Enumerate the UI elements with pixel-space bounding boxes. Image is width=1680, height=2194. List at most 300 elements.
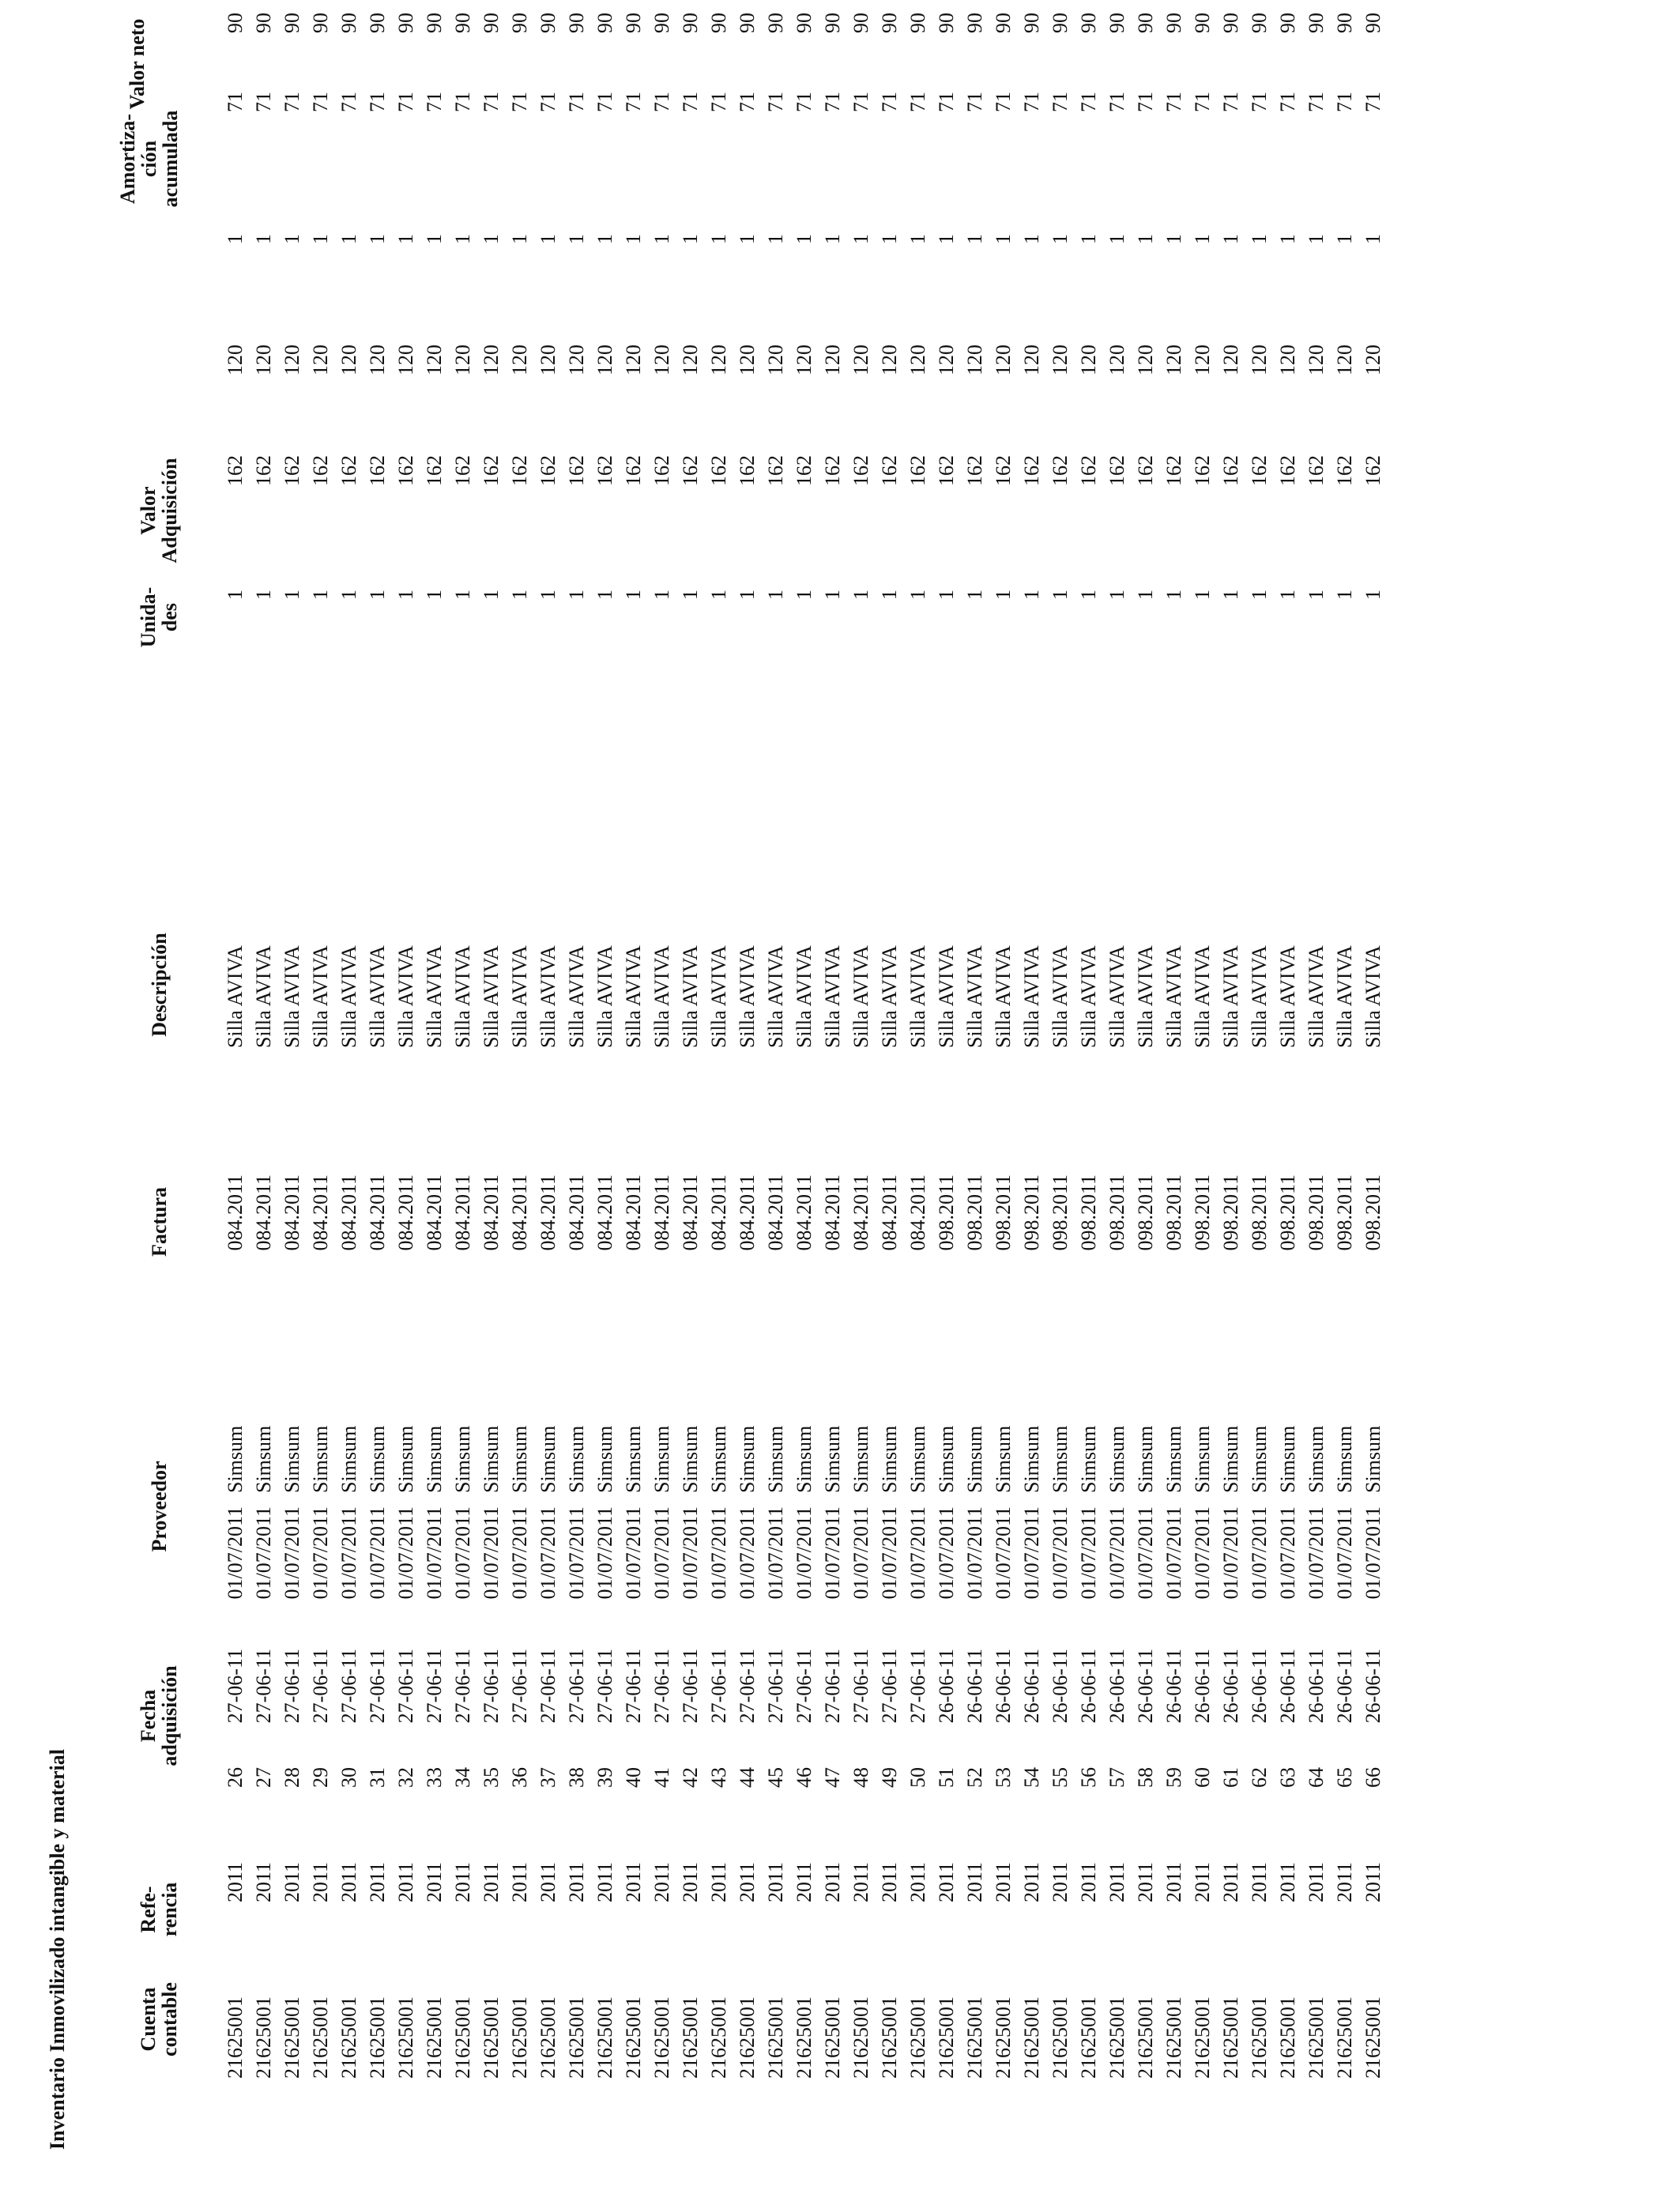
cell-fecha-alta: 01/07/2011 [480, 1506, 503, 1600]
cell-factura: 084.2011 [764, 1174, 787, 1251]
cell-factura: 098.2011 [1276, 1174, 1299, 1251]
cell-amort-unid: 1 [1248, 234, 1271, 244]
table-row [876, 0, 904, 2194]
cell-descripcion: Silla AVIVA [878, 945, 901, 1048]
cell-unidades: 1 [906, 590, 929, 600]
cell-numero: 27 [252, 1767, 275, 1788]
cell-valor-2: 120 [337, 345, 360, 375]
header-factura: Factura [148, 1186, 171, 1257]
cell-factura: 084.2011 [252, 1174, 275, 1251]
table-row [1132, 0, 1160, 2194]
cell-valor-2: 120 [1134, 345, 1157, 375]
cell-fecha-alta: 01/07/2011 [650, 1506, 673, 1600]
cell-descripcion: Silla AVIVA [650, 945, 673, 1048]
cell-unidades: 1 [1020, 590, 1043, 600]
cell-cuenta: 21625001 [1248, 1996, 1271, 2079]
cell-fecha: 27-06-11 [565, 1649, 588, 1724]
cell-amort-unid: 1 [935, 234, 958, 244]
table-row [904, 0, 932, 2194]
cell-valor-adq: 162 [224, 455, 247, 486]
header-valor-neto: Valor neto [126, 18, 149, 110]
cell-valor-adq: 162 [537, 455, 559, 486]
cell-referencia: 2011 [992, 1862, 1015, 1903]
cell-valor-adq: 162 [1020, 455, 1043, 486]
cell-valor-adq: 162 [1106, 455, 1128, 486]
cell-amortizacion: 71 [281, 92, 303, 112]
cell-valor-adq: 162 [281, 455, 303, 486]
cell-fecha: 27-06-11 [480, 1649, 503, 1724]
cell-valor-neto: 90 [281, 13, 303, 33]
cell-numero: 53 [992, 1767, 1015, 1788]
cell-amortizacion: 71 [366, 92, 389, 112]
cell-descripcion: Silla AVIVA [1333, 945, 1356, 1048]
cell-amortizacion: 71 [707, 92, 730, 112]
cell-amort-unid: 1 [337, 234, 360, 244]
cell-fecha-alta: 01/07/2011 [593, 1506, 616, 1600]
cell-amortizacion: 71 [878, 92, 901, 112]
cell-factura: 084.2011 [622, 1174, 645, 1251]
cell-numero: 59 [1162, 1767, 1185, 1788]
cell-cuenta: 21625001 [764, 1996, 787, 2079]
cell-amort-unid: 1 [793, 234, 816, 244]
cell-valor-adq: 162 [337, 455, 360, 486]
cell-numero: 48 [849, 1767, 872, 1788]
cell-fecha-alta: 01/07/2011 [281, 1506, 303, 1600]
cell-fecha-alta: 01/07/2011 [821, 1506, 844, 1600]
cell-unidades: 1 [650, 590, 673, 600]
cell-amort-unid: 1 [1333, 234, 1356, 244]
cell-numero: 40 [622, 1767, 645, 1788]
table-row [1188, 0, 1217, 2194]
cell-valor-adq: 162 [1162, 455, 1185, 486]
cell-descripcion: Silla AVIVA [736, 945, 759, 1048]
cell-amort-unid: 1 [1020, 234, 1043, 244]
cell-fecha-alta: 01/07/2011 [1049, 1506, 1072, 1600]
cell-numero: 57 [1106, 1767, 1128, 1788]
cell-factura: 084.2011 [423, 1174, 446, 1251]
cell-fecha: 27-06-11 [366, 1649, 389, 1724]
cell-referencia: 2011 [736, 1862, 759, 1903]
cell-referencia: 2011 [1106, 1862, 1128, 1903]
cell-factura: 084.2011 [366, 1174, 389, 1251]
cell-amortizacion: 71 [224, 92, 247, 112]
cell-valor-neto: 90 [992, 13, 1015, 33]
cell-descripcion: Silla AVIVA [281, 945, 303, 1048]
table-row [221, 0, 250, 2194]
cell-fecha-alta: 01/07/2011 [1305, 1506, 1328, 1600]
cell-cuenta: 21625001 [1333, 1996, 1356, 2079]
cell-amort-unid: 1 [1362, 234, 1384, 244]
cell-valor-neto: 90 [1305, 13, 1328, 33]
cell-cuenta: 21625001 [309, 1996, 332, 2079]
table-row [1245, 0, 1274, 2194]
table-row [477, 0, 506, 2194]
table-row [1046, 0, 1075, 2194]
cell-valor-neto: 90 [224, 13, 247, 33]
cell-descripcion: Silla AVIVA [622, 945, 645, 1048]
cell-valor-adq: 162 [423, 455, 446, 486]
cell-referencia: 2011 [935, 1862, 958, 1903]
cell-amort-unid: 1 [849, 234, 872, 244]
cell-amortizacion: 71 [1333, 92, 1356, 112]
cell-amort-unid: 1 [736, 234, 759, 244]
cell-unidades: 1 [622, 590, 645, 600]
cell-amort-unid: 1 [821, 234, 844, 244]
cell-valor-2: 120 [1276, 345, 1299, 375]
cell-cuenta: 21625001 [394, 1996, 417, 2079]
cell-valor-neto: 90 [252, 13, 275, 33]
cell-numero: 65 [1333, 1767, 1356, 1788]
cell-numero: 36 [508, 1767, 531, 1788]
cell-referencia: 2011 [309, 1862, 332, 1903]
cell-proveedor: Simsum [849, 1425, 872, 1493]
cell-valor-2: 120 [707, 345, 730, 375]
table-row [705, 0, 733, 2194]
cell-fecha: 27-06-11 [537, 1649, 559, 1724]
table-row [1103, 0, 1132, 2194]
table-row [620, 0, 648, 2194]
cell-unidades: 1 [1305, 590, 1328, 600]
cell-unidades: 1 [224, 590, 247, 600]
cell-numero: 26 [224, 1767, 247, 1788]
cell-amort-unid: 1 [1106, 234, 1128, 244]
table-row [790, 0, 819, 2194]
cell-fecha-alta: 01/07/2011 [679, 1506, 702, 1600]
cell-fecha-alta: 01/07/2011 [252, 1506, 275, 1600]
cell-fecha-alta: 01/07/2011 [935, 1506, 958, 1600]
cell-fecha: 26-06-11 [1362, 1649, 1384, 1724]
cell-referencia: 2011 [1020, 1862, 1043, 1903]
cell-proveedor: Simsum [1362, 1425, 1384, 1493]
cell-valor-neto: 90 [1077, 13, 1100, 33]
cell-fecha-alta: 01/07/2011 [394, 1506, 417, 1600]
cell-numero: 47 [821, 1767, 844, 1788]
cell-proveedor: Simsum [935, 1425, 958, 1493]
cell-valor-neto: 90 [707, 13, 730, 33]
header-referencia: Refe- rencia [137, 1882, 181, 1937]
cell-valor-adq: 162 [565, 455, 588, 486]
cell-referencia: 2011 [508, 1862, 531, 1903]
cell-valor-2: 120 [565, 345, 588, 375]
cell-descripcion: Silla AVIVA [1077, 945, 1100, 1048]
cell-cuenta: 21625001 [252, 1996, 275, 2079]
cell-fecha-alta: 01/07/2011 [1162, 1506, 1185, 1600]
cell-descripcion: Silla AVIVA [1020, 945, 1043, 1048]
cell-fecha-alta: 01/07/2011 [1077, 1506, 1100, 1600]
cell-amortizacion: 71 [1305, 92, 1328, 112]
cell-amort-unid: 1 [224, 234, 247, 244]
cell-proveedor: Simsum [793, 1425, 816, 1493]
table-row [307, 0, 335, 2194]
cell-cuenta: 21625001 [1049, 1996, 1072, 2079]
cell-fecha: 27-06-11 [849, 1649, 872, 1724]
cell-amortizacion: 71 [394, 92, 417, 112]
cell-proveedor: Simsum [764, 1425, 787, 1493]
cell-amort-unid: 1 [992, 234, 1015, 244]
cell-amortizacion: 71 [1219, 92, 1242, 112]
cell-valor-adq: 162 [679, 455, 702, 486]
cell-amortizacion: 71 [622, 92, 645, 112]
cell-fecha: 27-06-11 [337, 1649, 360, 1724]
cell-amortizacion: 71 [480, 92, 503, 112]
cell-cuenta: 21625001 [736, 1996, 759, 2079]
table-row [1359, 0, 1388, 2194]
cell-numero: 66 [1362, 1767, 1384, 1788]
cell-cuenta: 21625001 [906, 1996, 929, 2079]
cell-descripcion: Silla AVIVA [793, 945, 816, 1048]
cell-valor-2: 120 [963, 345, 986, 375]
cell-fecha: 27-06-11 [906, 1649, 929, 1724]
cell-cuenta: 21625001 [1362, 1996, 1384, 2079]
cell-unidades: 1 [565, 590, 588, 600]
cell-numero: 64 [1305, 1767, 1328, 1788]
cell-fecha-alta: 01/07/2011 [906, 1506, 929, 1600]
cell-unidades: 1 [1333, 590, 1356, 600]
cell-fecha: 27-06-11 [252, 1649, 275, 1724]
cell-numero: 49 [878, 1767, 901, 1788]
cell-fecha-alta: 01/07/2011 [1106, 1506, 1128, 1600]
cell-numero: 34 [451, 1767, 474, 1788]
cell-numero: 39 [593, 1767, 616, 1788]
cell-valor-2: 120 [650, 345, 673, 375]
table-row [392, 0, 420, 2194]
table-row [847, 0, 876, 2194]
cell-valor-2: 120 [1191, 345, 1214, 375]
cell-valor-adq: 162 [593, 455, 616, 486]
cell-numero: 31 [366, 1767, 389, 1788]
cell-descripcion: Silla AVIVA [1162, 945, 1185, 1048]
cell-descripcion: Silla AVIVA [366, 945, 389, 1048]
cell-fecha-alta: 01/07/2011 [1219, 1506, 1242, 1600]
cell-factura: 098.2011 [992, 1174, 1015, 1251]
table-row [676, 0, 705, 2194]
cell-valor-2: 120 [622, 345, 645, 375]
cell-referencia: 2011 [1191, 1862, 1214, 1903]
cell-unidades: 1 [508, 590, 531, 600]
cell-numero: 44 [736, 1767, 759, 1788]
cell-factura: 098.2011 [1020, 1174, 1043, 1251]
cell-proveedor: Simsum [1248, 1425, 1271, 1493]
cell-valor-2: 120 [224, 345, 247, 375]
cell-factura: 084.2011 [480, 1174, 503, 1251]
cell-fecha: 26-06-11 [1049, 1649, 1072, 1724]
cell-proveedor: Simsum [679, 1425, 702, 1493]
cell-valor-neto: 90 [793, 13, 816, 33]
cell-referencia: 2011 [906, 1862, 929, 1903]
cell-numero: 29 [309, 1767, 332, 1788]
cell-valor-2: 120 [1020, 345, 1043, 375]
cell-valor-2: 120 [1219, 345, 1242, 375]
cell-valor-2: 120 [309, 345, 332, 375]
cell-valor-neto: 90 [679, 13, 702, 33]
cell-valor-2: 120 [679, 345, 702, 375]
cell-valor-neto: 90 [622, 13, 645, 33]
cell-referencia: 2011 [565, 1862, 588, 1903]
cell-valor-2: 120 [992, 345, 1015, 375]
cell-cuenta: 21625001 [992, 1996, 1015, 2079]
table-row [1302, 0, 1331, 2194]
cell-factura: 098.2011 [1362, 1174, 1384, 1251]
cell-fecha: 27-06-11 [423, 1649, 446, 1724]
cell-amort-unid: 1 [394, 234, 417, 244]
cell-fecha: 27-06-11 [451, 1649, 474, 1724]
cell-factura: 098.2011 [935, 1174, 958, 1251]
cell-valor-adq: 162 [309, 455, 332, 486]
cell-descripcion: Silla AVIVA [537, 945, 559, 1048]
cell-amort-unid: 1 [1191, 234, 1214, 244]
cell-amortizacion: 71 [992, 92, 1015, 112]
cell-amort-unid: 1 [679, 234, 702, 244]
cell-cuenta: 21625001 [565, 1996, 588, 2079]
cell-numero: 35 [480, 1767, 503, 1788]
cell-factura: 084.2011 [793, 1174, 816, 1251]
cell-valor-adq: 162 [1362, 455, 1384, 486]
cell-amortizacion: 71 [309, 92, 332, 112]
cell-valor-adq: 162 [622, 455, 645, 486]
cell-valor-neto: 90 [1362, 13, 1384, 33]
cell-referencia: 2011 [1219, 1862, 1242, 1903]
cell-fecha-alta: 01/07/2011 [1191, 1506, 1214, 1600]
cell-amortizacion: 71 [508, 92, 531, 112]
table-row [250, 0, 278, 2194]
cell-valor-adq: 162 [1191, 455, 1214, 486]
header-valor-adquisicion: Valor Adquisición [137, 458, 181, 564]
cell-amortizacion: 71 [1049, 92, 1072, 112]
cell-unidades: 1 [1248, 590, 1271, 600]
cell-valor-neto: 90 [878, 13, 901, 33]
cell-fecha: 26-06-11 [1276, 1649, 1299, 1724]
cell-referencia: 2011 [480, 1862, 503, 1903]
cell-descripcion: Silla AVIVA [565, 945, 588, 1048]
cell-referencia: 2011 [821, 1862, 844, 1903]
cell-factura: 098.2011 [963, 1174, 986, 1251]
cell-fecha-alta: 01/07/2011 [366, 1506, 389, 1600]
cell-valor-2: 120 [1305, 345, 1328, 375]
cell-cuenta: 21625001 [1106, 1996, 1128, 2079]
cell-fecha-alta: 01/07/2011 [1134, 1506, 1157, 1600]
cell-factura: 098.2011 [1134, 1174, 1157, 1251]
cell-cuenta: 21625001 [537, 1996, 559, 2079]
cell-valor-2: 120 [366, 345, 389, 375]
table-row [1018, 0, 1046, 2194]
cell-descripcion: Silla AVIVA [309, 945, 332, 1048]
cell-proveedor: Simsum [878, 1425, 901, 1493]
cell-fecha: 26-06-11 [992, 1649, 1015, 1724]
cell-cuenta: 21625001 [1134, 1996, 1157, 2079]
table-row [1331, 0, 1359, 2194]
cell-numero: 61 [1219, 1767, 1242, 1788]
cell-valor-neto: 90 [1248, 13, 1271, 33]
cell-factura: 084.2011 [281, 1174, 303, 1251]
cell-cuenta: 21625001 [593, 1996, 616, 2079]
cell-numero: 37 [537, 1767, 559, 1788]
cell-referencia: 2011 [1276, 1862, 1299, 1903]
cell-fecha: 26-06-11 [1333, 1649, 1356, 1724]
cell-referencia: 2011 [1333, 1862, 1356, 1903]
cell-valor-neto: 90 [593, 13, 616, 33]
cell-cuenta: 21625001 [622, 1996, 645, 2079]
cell-referencia: 2011 [224, 1862, 247, 1903]
cell-numero: 33 [423, 1767, 446, 1788]
cell-valor-neto: 90 [764, 13, 787, 33]
cell-cuenta: 21625001 [1276, 1996, 1299, 2079]
cell-descripcion: Silla AVIVA [1305, 945, 1328, 1048]
cell-numero: 45 [764, 1767, 787, 1788]
cell-amort-unid: 1 [366, 234, 389, 244]
cell-amort-unid: 1 [650, 234, 673, 244]
cell-unidades: 1 [281, 590, 303, 600]
table-row [534, 0, 563, 2194]
cell-descripcion: Silla AVIVA [935, 945, 958, 1048]
cell-factura: 098.2011 [1305, 1174, 1328, 1251]
cell-proveedor: Simsum [1276, 1425, 1299, 1493]
cell-valor-adq: 162 [821, 455, 844, 486]
cell-valor-adq: 162 [1077, 455, 1100, 486]
cell-valor-2: 120 [593, 345, 616, 375]
cell-proveedor: Simsum [1134, 1425, 1157, 1493]
cell-fecha-alta: 01/07/2011 [565, 1506, 588, 1600]
cell-valor-neto: 90 [1333, 13, 1356, 33]
table-row [363, 0, 392, 2194]
cell-unidades: 1 [252, 590, 275, 600]
cell-descripcion: Silla AVIVA [252, 945, 275, 1048]
cell-cuenta: 21625001 [366, 1996, 389, 2079]
cell-valor-neto: 90 [1191, 13, 1214, 33]
cell-descripcion: Silla AVIVA [1106, 945, 1128, 1048]
cell-factura: 098.2011 [1191, 1174, 1214, 1251]
cell-amortizacion: 71 [849, 92, 872, 112]
cell-fecha: 26-06-11 [1248, 1649, 1271, 1724]
cell-referencia: 2011 [337, 1862, 360, 1903]
cell-fecha: 27-06-11 [281, 1649, 303, 1724]
cell-fecha: 27-06-11 [224, 1649, 247, 1724]
cell-amortizacion: 71 [1106, 92, 1128, 112]
cell-factura: 084.2011 [537, 1174, 559, 1251]
cell-amort-unid: 1 [1049, 234, 1072, 244]
cell-cuenta: 21625001 [650, 1996, 673, 2079]
cell-descripcion: Silla AVIVA [707, 945, 730, 1048]
cell-amortizacion: 71 [1134, 92, 1157, 112]
cell-fecha: 27-06-11 [793, 1649, 816, 1724]
cell-referencia: 2011 [1049, 1862, 1072, 1903]
cell-valor-adq: 162 [252, 455, 275, 486]
cell-amortizacion: 71 [423, 92, 446, 112]
cell-factura: 098.2011 [1106, 1174, 1128, 1251]
cell-descripcion: Silla AVIVA [394, 945, 417, 1048]
cell-numero: 32 [394, 1767, 417, 1788]
cell-fecha-alta: 01/07/2011 [309, 1506, 332, 1600]
cell-valor-neto: 90 [963, 13, 986, 33]
cell-amort-unid: 1 [480, 234, 503, 244]
cell-valor-neto: 90 [849, 13, 872, 33]
cell-amortizacion: 71 [1077, 92, 1100, 112]
cell-proveedor: Simsum [593, 1425, 616, 1493]
cell-descripcion: Silla AVIVA [508, 945, 531, 1048]
cell-numero: 43 [707, 1767, 730, 1788]
table-row [591, 0, 620, 2194]
cell-fecha: 26-06-11 [1077, 1649, 1100, 1724]
cell-fecha: 26-06-11 [1305, 1649, 1328, 1724]
cell-descripcion: Silla AVIVA [1219, 945, 1242, 1048]
cell-descripcion: Silla AVIVA [337, 945, 360, 1048]
cell-amortizacion: 71 [537, 92, 559, 112]
cell-cuenta: 21625001 [963, 1996, 986, 2079]
cell-referencia: 2011 [679, 1862, 702, 1903]
cell-unidades: 1 [593, 590, 616, 600]
table-row [819, 0, 847, 2194]
cell-fecha-alta: 01/07/2011 [878, 1506, 901, 1600]
cell-fecha-alta: 01/07/2011 [849, 1506, 872, 1600]
